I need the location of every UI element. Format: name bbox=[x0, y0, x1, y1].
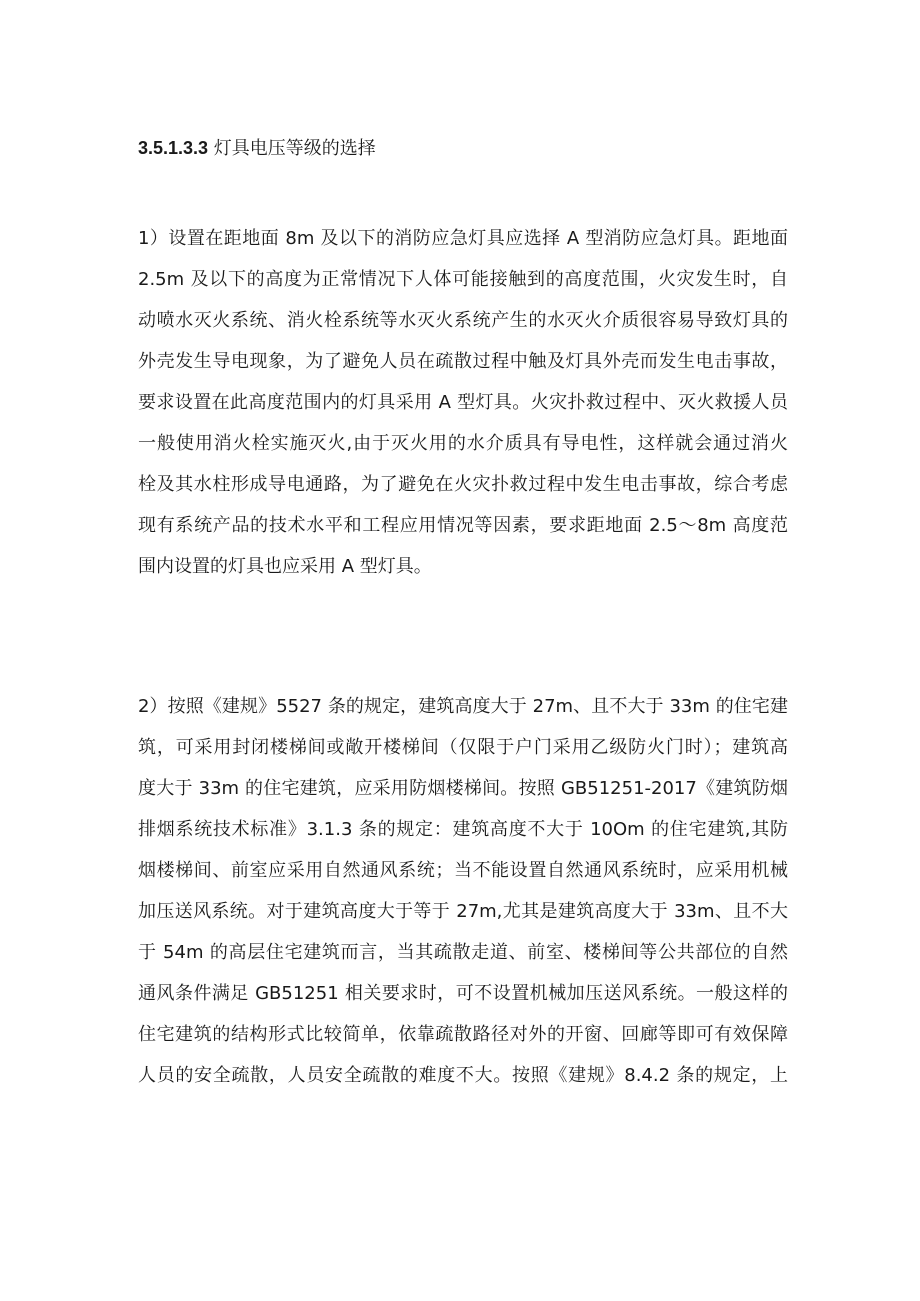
text-line: 2）按照《建规》5527 条的规定，建筑高度大于 27m、且不大于 33m 的住宅建 bbox=[138, 696, 788, 717]
text-line: 动喷水灭火系统、消火栓系统等水灭火系统产生的水灭火介质很容易导致灯具的 bbox=[138, 310, 788, 331]
text-line: 于 54m 的高层住宅建筑而言，当其疏散走道、前室、楼梯间等公共部位的自然 bbox=[138, 942, 788, 963]
text-line: 烟楼梯间、前室应采用自然通风系统；当不能设置自然通风系统时，应采用机械 bbox=[138, 860, 788, 881]
text-line: 度大于 33m 的住宅建筑，应采用防烟楼梯间。按照 GB51251-2017《建筑防烟 bbox=[138, 778, 788, 799]
paragraph-2 bbox=[138, 686, 788, 1096]
text-line: 外壳发生导电现象，为了避免人员在疏散过程中触及灯具外壳而发生电击事故， bbox=[138, 351, 788, 372]
text-line: 围内设置的灯具也应采用 A 型灯具。 bbox=[138, 556, 432, 577]
text-line: 要求设置在此高度范围内的灯具采用 A 型灯具。火灾扑救过程中、灭火救援人员 bbox=[138, 392, 788, 413]
text-line: 人员的安全疏散，人员安全疏散的难度不大。按照《建规》8.4.2 条的规定，上 bbox=[138, 1065, 788, 1086]
section-title: 灯具电压等级的选择 bbox=[213, 138, 376, 159]
text-line: 住宅建筑的结构形式比较简单，依靠疏散路径对外的开窗、回廊等即可有效保障 bbox=[138, 1024, 788, 1045]
text-line: 排烟系统技术标准》3.1.3 条的规定：建筑高度不大于 10Om 的住宅建筑,其防 bbox=[138, 819, 788, 840]
text-line: 现有系统产品的技术水平和工程应用情况等因素，要求距地面 2.5～8m 高度范 bbox=[138, 515, 788, 536]
text-line: 筑，可采用封闭楼梯间或敞开楼梯间（仅限于户门采用乙级防火门时）；建筑高 bbox=[138, 737, 788, 758]
text-line: 通风条件满足 GB51251 相关要求时，可不设置机械加压送风系统。一般这样的 bbox=[138, 983, 788, 1004]
text-line: 加压送风系统。对于建筑高度大于等于 27m,尤其是建筑高度大于 33m、且不大 bbox=[138, 901, 788, 922]
text-line: 2.5m 及以下的高度为正常情况下人体可能接触到的高度范围，火灾发生时，自 bbox=[138, 269, 788, 290]
section-heading bbox=[138, 134, 798, 163]
section-number: 3.5.1.3.3 bbox=[138, 138, 209, 158]
paragraph-1 bbox=[138, 218, 788, 587]
text-line: 一般使用消火栓实施灭火,由于灭火用的水介质具有导电性，这样就会通过消火 bbox=[138, 433, 788, 454]
text-line: 1）设置在距地面 8m 及以下的消防应急灯具应选择 A 型消防应急灯具。距地面 bbox=[138, 228, 788, 249]
text-line: 栓及其水柱形成导电通路，为了避免在火灾扑救过程中发生电击事故，综合考虑 bbox=[138, 474, 788, 495]
